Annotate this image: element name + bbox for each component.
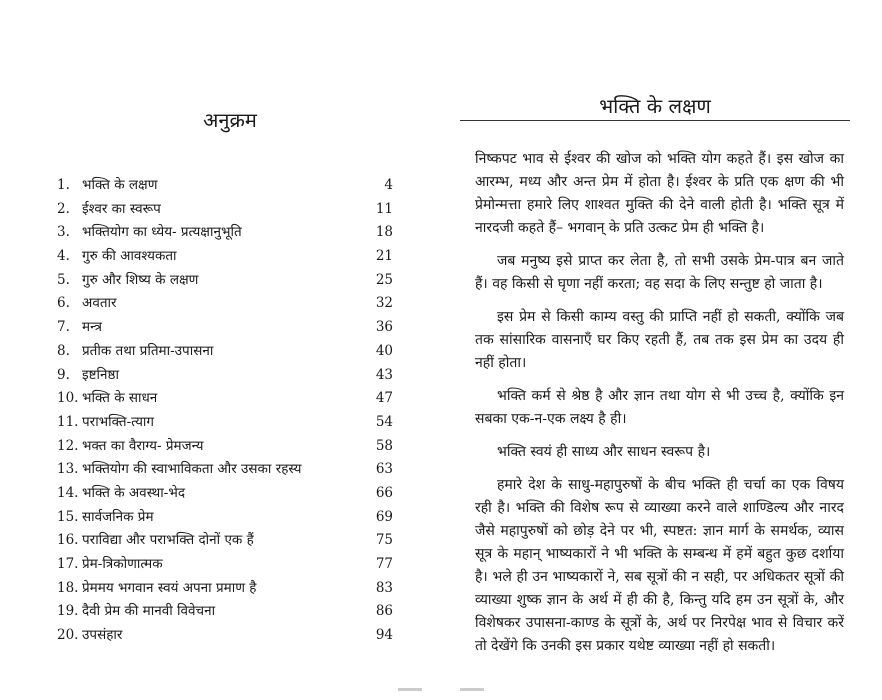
- toc-entry[interactable]: [57, 174, 393, 198]
- toc-entry-page: 21: [375, 248, 393, 265]
- toc-entry[interactable]: [57, 387, 393, 411]
- paragraph: इस प्रेम से किसी काम्य वस्तु की प्राप्ति नहीं हो सकती, क्योंकि जब तक सांसारिक वासनाएँ घर किए रहती हैं, तब तक इस प्रेम का उदय ही नहीं होता।: [475, 309, 844, 371]
- toc-entry-number: 11.: [57, 413, 79, 430]
- toc-entry-number: 12.: [57, 437, 79, 454]
- toc-entry[interactable]: [57, 624, 393, 648]
- toc-entry-title: मन्त्र: [82, 319, 102, 336]
- toc-entry-page: 94: [375, 627, 393, 644]
- toc-entry-title: इष्टनिष्ठा: [82, 366, 119, 383]
- toc-entry[interactable]: [57, 458, 393, 482]
- toc-entry-number: 15.: [57, 508, 79, 525]
- toc-entry-number: 4.: [57, 248, 70, 265]
- toc-entry-number: 10.: [57, 390, 79, 407]
- toc-entry-number: 14.: [57, 484, 79, 501]
- toc-entry-title: गुरु और शिष्य के लक्षण: [82, 271, 199, 288]
- toc-entry-title: अवतार: [82, 295, 117, 312]
- page-edge-mark: [398, 688, 422, 691]
- toc-entry-number: 6.: [57, 295, 70, 312]
- toc-entry-page: 83: [375, 579, 393, 596]
- toc-entry[interactable]: [57, 340, 393, 364]
- toc-entry-title: भक्त का वैराग्य- प्रेमजन्य: [82, 437, 204, 454]
- toc-entry-title: उपसंहार: [82, 627, 123, 644]
- toc-entry-number: 16.: [57, 532, 79, 549]
- toc-entry[interactable]: [57, 198, 393, 222]
- paragraph: निष्कपट भाव से ईश्वर की खोज को भक्ति योग कहते हैं। इस खोज का आरम्भ, मध्य और अन्त प्रेम में होता है। ईश्वर के प्रति एक क्षण की भी प्रेमोन्मत्ता हमारे लिए शाश्वत मुक्ति की देने वाली होती है। भक्ति सूत्र में नारदजी कहते हैं– भगवान् के प्रति उत्कट प्रेम ही भक्ति है।: [475, 151, 844, 236]
- toc-entry[interactable]: [57, 435, 393, 459]
- toc-entry-number: 1.: [57, 177, 70, 193]
- toc-entry-page: 54: [375, 413, 393, 430]
- title-divider: [460, 120, 850, 121]
- toc-entry-number: 7.: [57, 319, 70, 336]
- toc-entry-title: प्रेममय भगवान स्वयं अपना प्रमाण है: [82, 579, 257, 596]
- toc-entry-page: 32: [375, 295, 393, 312]
- toc-entry[interactable]: [57, 411, 393, 435]
- toc-entry-number: 17.: [57, 556, 79, 572]
- paragraph: हमारे देश के साधु-महापुरुषों के बीच भक्ति ही चर्चा का एक विषय रही है। भक्ति की विशेष रूप से व्याख्या करने वाले शाण्डिल्य और नारद जैसे महापुरुषों को छोड़ देने पर भी, स्पष्टत: ज्ञान मार्ग के समर्थक, व्यास सूत्र के महान् भाष्यकारों ने भी भक्ति के सम्बन्ध में हमें बहुत कुछ दर्शाया है। भले ही उन भाष्यकारों ने, सब सूत्रों की न सही, पर अधिकतर सूत्रों की व्याख्या शुष्क ज्ञान के अर्थ में ही की है, किन्तु यदि हम उन सूत्रों के, और विशेषकर उपासना-काण्ड के सूत्रों के, अर्थ पर निरपेक्ष भाव से विचार करें तो देखेंगे कि उनकी इस प्रकार यथेष्ट व्याख्या नहीं हो सकती।: [475, 477, 844, 654]
- toc-entry-title: दैवी प्रेम की मानवी विवेचना: [82, 603, 216, 620]
- toc-entry[interactable]: [57, 364, 393, 388]
- toc-entry-title: भक्ति के लक्षण: [82, 177, 158, 193]
- table-of-contents: [57, 174, 393, 648]
- toc-entry-number: 2.: [57, 200, 70, 217]
- toc-entry-title: गुरु की आवश्यकता: [82, 248, 177, 265]
- toc-entry[interactable]: [57, 269, 393, 293]
- toc-entry-page: 63: [375, 461, 393, 478]
- toc-entry-number: 9.: [57, 366, 70, 383]
- toc-entry-page: 43: [375, 366, 393, 383]
- toc-entry-page: 40: [375, 342, 393, 359]
- toc-entry[interactable]: [57, 577, 393, 601]
- paragraph: भक्ति कर्म से श्रेष्ठ है और ज्ञान तथा योग से भी उच्च है, क्योंकि इन सबका एक-न-एक लक्ष्य है ही।: [475, 388, 844, 427]
- page-edge-mark: [460, 688, 484, 691]
- chapter-body: [475, 148, 844, 668]
- toc-entry-title: पराभक्ति-त्याग: [82, 413, 155, 430]
- toc-entry-number: 20.: [57, 627, 79, 644]
- toc-entry-number: 3.: [57, 224, 70, 241]
- toc-entry-page: 75: [375, 532, 393, 549]
- toc-entry[interactable]: [57, 529, 393, 553]
- toc-entry[interactable]: [57, 221, 393, 245]
- toc-entry-number: 8.: [57, 342, 70, 359]
- toc-entry-title: प्रतीक तथा प्रतिमा-उपासना: [82, 342, 214, 359]
- toc-entry-number: 18.: [57, 579, 79, 596]
- toc-entry-page: 66: [375, 484, 393, 501]
- toc-entry-number: 5.: [57, 271, 70, 288]
- toc-entry-title: भक्तियोग का ध्येय- प्रत्यक्षानुभूति: [82, 224, 242, 241]
- toc-entry[interactable]: [57, 482, 393, 506]
- toc-entry-title: भक्ति के साधन: [82, 390, 158, 407]
- toc-entry-page: 69: [375, 508, 393, 525]
- toc-entry[interactable]: [57, 316, 393, 340]
- toc-entry[interactable]: [57, 292, 393, 316]
- toc-entry-page: 47: [375, 390, 393, 407]
- toc-entry[interactable]: [57, 553, 393, 577]
- toc-entry-page: 86: [375, 603, 393, 620]
- toc-entry-title: सार्वजनिक प्रेम: [82, 508, 154, 525]
- toc-entry-number: 19.: [57, 603, 79, 620]
- toc-entry-page: 58: [375, 437, 393, 454]
- toc-entry[interactable]: [57, 600, 393, 624]
- toc-entry-page: 77: [375, 556, 393, 572]
- toc-entry-title: ईश्वर का स्वरूप: [82, 200, 161, 217]
- toc-entry-page: 4: [384, 177, 393, 193]
- toc-entry-title: भक्ति के अवस्था-भेद: [82, 484, 186, 501]
- paragraph: भक्ति स्वयं ही साध्य और साधन स्वरूप है।: [497, 444, 711, 460]
- chapter-title: भक्ति के लक्षण: [599, 94, 711, 118]
- toc-entry-page: 36: [375, 319, 393, 336]
- toc-entry-title: भक्तियोग की स्वाभाविकता और उसका रहस्य: [82, 461, 302, 478]
- toc-entry-number: 13.: [57, 461, 79, 478]
- toc-title: अनुक्रम: [203, 108, 257, 132]
- toc-entry-page: 18: [375, 224, 393, 241]
- paragraph: जब मनुष्य इसे प्राप्त कर लेता है, तो सभी उसके प्रेम-पात्र बन जाते हैं। वह किसी से घृणा नहीं करता; वह सदा के लिए सन्तुष्ट हो जाता है।: [475, 253, 844, 292]
- toc-entry[interactable]: [57, 506, 393, 530]
- toc-entry-title: प्रेम-त्रिकोणात्मक: [82, 556, 163, 572]
- toc-entry-page: 11: [375, 200, 393, 217]
- toc-entry-page: 25: [375, 271, 393, 288]
- toc-entry-title: पराविद्या और पराभक्ति दोनों एक हैं: [82, 532, 254, 549]
- toc-entry[interactable]: [57, 245, 393, 269]
